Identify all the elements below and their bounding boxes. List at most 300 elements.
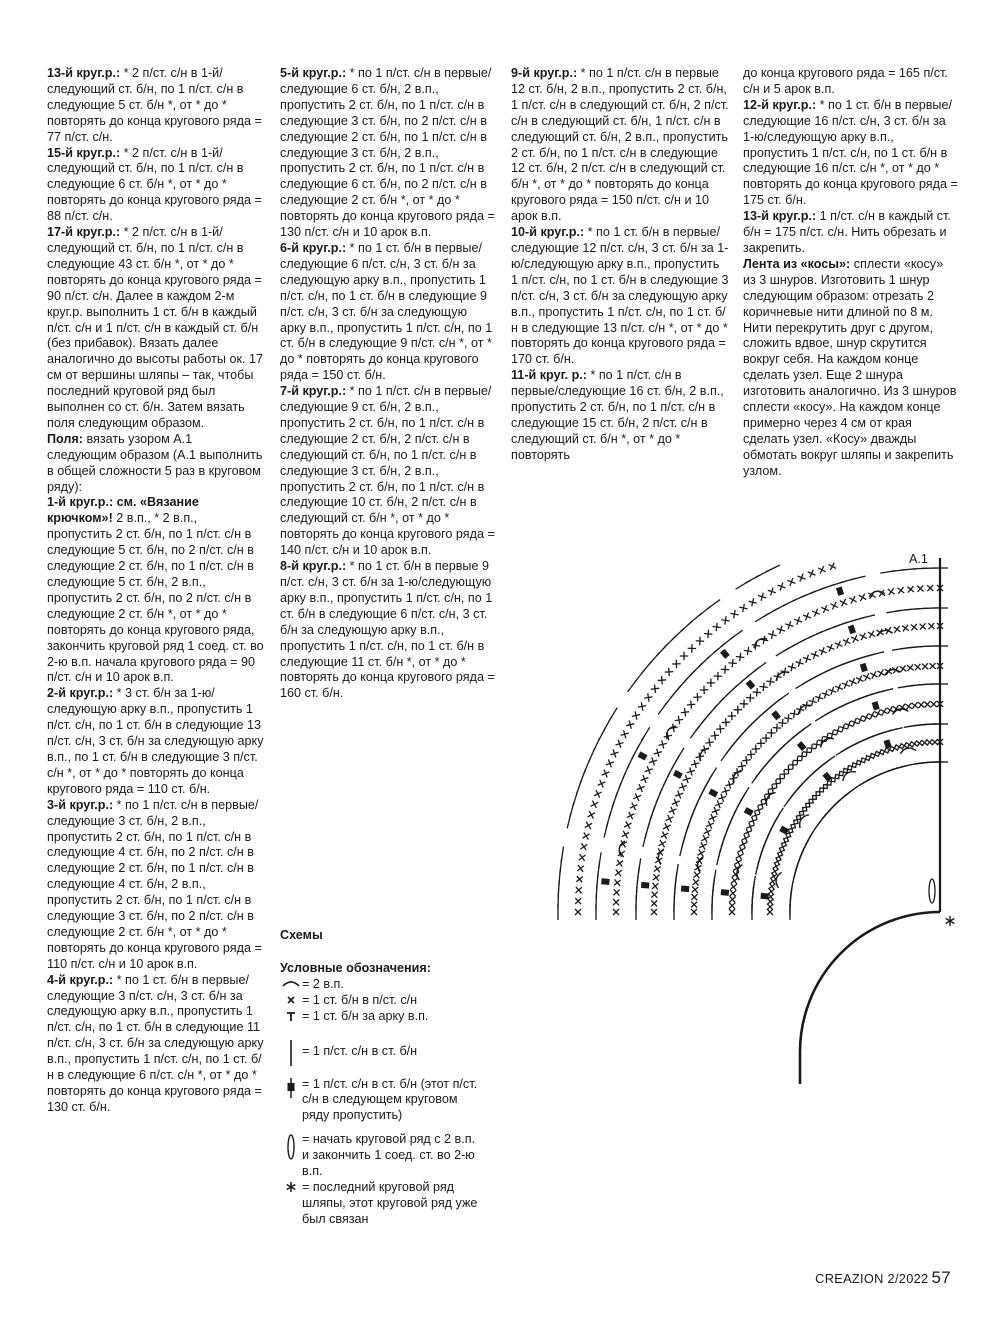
chart-sc-mark <box>795 659 803 667</box>
chart-sc-mark <box>627 812 635 820</box>
chart-sc-mark <box>712 807 720 815</box>
instruction-paragraph <box>511 225 729 368</box>
chart-sc-mark <box>734 859 741 866</box>
chart-sc-mark <box>789 761 797 769</box>
chart-hdc-mark <box>850 576 866 580</box>
chart-sc-mark <box>616 860 623 867</box>
chart-sc-mark <box>808 570 816 578</box>
chart-sc-mark <box>907 586 914 593</box>
chart-sc-mark <box>818 566 826 574</box>
chart-sc-mark <box>700 686 708 694</box>
chart-skip-marker <box>760 893 769 900</box>
chart-sc-mark <box>711 731 719 739</box>
round-text: 1 п/ст. с/н в каждый ст. б/н = 175 п/ст. с/н. Нить обрезать и закрепить. <box>743 209 951 255</box>
chart-sc-mark <box>778 719 786 727</box>
chart-hdc-mark <box>878 689 894 693</box>
chart-skip-marker <box>771 710 781 720</box>
chart-skip-marker <box>720 649 730 659</box>
chart-sc-mark <box>843 638 851 646</box>
instruction-paragraph <box>511 66 729 225</box>
chart-sc-mark <box>739 604 747 612</box>
legend-text: = 1 п/ст. с/н в ст. б/н <box>302 1043 418 1058</box>
chart-sc-mark <box>576 887 582 893</box>
chart-sc-mark <box>828 687 836 695</box>
chart-hdc-mark <box>859 615 875 619</box>
footer <box>815 1268 951 1288</box>
chart-sc-mark <box>606 759 614 767</box>
chart-sc-mark <box>777 626 785 634</box>
chart-start-oval <box>929 879 935 903</box>
chart-sc-mark <box>730 890 737 897</box>
chart-sc-mark <box>614 879 621 886</box>
legend-item-start <box>280 1132 480 1180</box>
chart-sc-mark <box>888 588 895 595</box>
chart-sc-mark <box>902 625 909 632</box>
chart-hdc-mark <box>845 786 858 795</box>
chart-skip-marker <box>884 739 892 748</box>
chart-hdc-mark <box>741 787 749 801</box>
chart-sc-mark <box>680 652 688 660</box>
chart-sc-mark <box>758 800 766 808</box>
chart-sc-mark <box>725 781 733 789</box>
chart-chain-arc <box>730 768 742 784</box>
chart-sc-mark <box>830 602 838 610</box>
chart-sc-mark <box>580 843 587 850</box>
legend-text: = начать круговой ряд с 2 в.п. и закончить 1 соед. ст. во 2-ю в.п. <box>302 1132 476 1179</box>
chart-sc-mark <box>749 598 757 606</box>
chart-sc-mark <box>691 902 697 908</box>
chart-hdc-mark <box>713 870 715 886</box>
chart-sc-mark <box>819 647 827 655</box>
round-heading: 5-й круг.р.: <box>280 66 347 80</box>
chart-sc-mark <box>712 623 720 631</box>
legend-subtitle: Условные обозначения: <box>280 960 431 975</box>
x-icon <box>280 993 302 1007</box>
chart-sc-mark <box>652 883 659 890</box>
instruction-paragraph <box>743 66 958 98</box>
chart-sc-mark <box>736 653 744 661</box>
round-heading: 9-й круг.р.: <box>511 66 578 80</box>
chart-skip-marker <box>872 701 880 710</box>
chart-sc-mark <box>722 718 730 726</box>
chart-sc-mark <box>809 697 817 705</box>
round-heading: 2-й круг.р.: <box>47 686 114 701</box>
chart-sc-mark <box>683 775 691 783</box>
chart-sc-mark <box>734 706 742 714</box>
chart-sc-mark <box>803 613 811 621</box>
round-text: до конца кругового ряда = 165 п/ст. с/н и 5 арок в.п. <box>743 66 948 96</box>
chart-sc-mark <box>829 563 837 571</box>
chart-sc-mark <box>911 624 918 631</box>
instruction-paragraph <box>47 973 265 1116</box>
chart-hdc-mark <box>638 858 640 874</box>
round-heading: 3-й круг.р.: <box>47 797 114 812</box>
chart-sc-mark <box>621 730 629 738</box>
round-text: * 3 ст. б/н за 1-ю/следующую арку в.п., пропустить 1 п/ст. с/н, по 1 ст. б/н в следующие 13 п/ст. с/н, 3 ст. б/н за следующую арку в.п., по 1 ст. б/н в следующие 3 п/ст. с/н *, от * до * повторять до конца кругового ряда = 110 ст. б/н. <box>47 686 264 796</box>
chart-sc-mark <box>780 770 788 778</box>
chart-sc-mark <box>721 616 729 624</box>
chart-sc-mark <box>868 631 875 638</box>
chart-sc-mark <box>803 655 811 663</box>
chart-sc-mark <box>653 874 660 881</box>
chart-skip-marker <box>746 680 756 690</box>
round-text: * по 1 п/ст. с/н в первые/следующие 9 ст. б/н, 2 в.п., пропустить 2 ст. б/н, по 1 п/ст. с/н в следующие 2 ст. б/н, 2 п/ст. с/н в следующий ст. б/н, по 1 п/ст. с/н в следующие 3 ст. б/н, 2 в.п., пропустить 2 ст. б/н, по 1 п/ст. с/н в следующие 10 ст. б/н, 2 п/ст. с/н в следующий ст. б/н *, от * до * повторять до конца кругового ряда = 140 п/ст. с/н и 10 арок в.п. <box>280 384 495 558</box>
instruction-paragraph <box>511 368 729 463</box>
chart-sc-mark <box>912 702 919 709</box>
chart-sc-mark <box>827 644 835 652</box>
chart-sc-mark <box>715 800 723 808</box>
chart-sc-mark <box>637 784 645 792</box>
chart-sc-mark <box>641 775 649 783</box>
chart-sc-mark <box>760 636 768 644</box>
chart-sc-mark <box>714 672 722 680</box>
legend-title: Схемы <box>280 928 323 942</box>
chart-sc-mark <box>821 605 829 613</box>
magazine-issue: CREAZION 2/2022 <box>815 1271 929 1286</box>
chart-sc-mark <box>746 694 754 702</box>
chart-sc-mark <box>624 821 631 828</box>
chart-hdc-mark <box>676 748 684 762</box>
chart-sc-mark <box>738 762 746 770</box>
instruction-paragraph <box>280 384 495 559</box>
chart-sc-mark <box>842 681 850 689</box>
chart-sc-mark <box>691 909 697 915</box>
chart-sc-mark <box>870 671 877 678</box>
chart-sc-mark <box>784 714 792 722</box>
round-heading: 12-й круг.р.: <box>743 97 817 112</box>
chart-sc-mark <box>742 834 750 842</box>
chart-sc-mark <box>794 617 802 625</box>
chart-sc-mark <box>924 701 930 707</box>
legend-text: = 1 п/ст. с/н в ст. б/н (этот п/ст. с/н в следующем круговом ряду пропустить) <box>302 1076 478 1123</box>
chart-sc-mark <box>793 756 801 764</box>
chart-sc-mark <box>693 693 701 701</box>
chart-chain-arc <box>775 872 782 888</box>
legend <box>280 928 480 1228</box>
chart-sc-mark <box>718 794 726 802</box>
round-text: вязать узором А.1 следующим образом (А.1 выполнить в общей сложности 5 раз в круговом ряду): <box>47 431 263 494</box>
legend-text: = 1 ст. б/н в п/ст. с/н <box>302 992 418 1007</box>
chart-sc-mark <box>585 822 592 829</box>
legend-text: = 1 ст. б/н за арку в.п. <box>302 1008 429 1023</box>
chart-sc-mark <box>834 727 842 735</box>
chart-sc-mark <box>658 676 666 684</box>
chart-sc-mark <box>672 799 680 807</box>
chart-sc-mark <box>692 886 699 893</box>
round-heading: 13-й круг.р.: <box>47 66 121 80</box>
chart-sc-mark <box>730 884 737 891</box>
round-text: 2 в.п., * 2 в.п., пропустить 2 ст. б/н, по 1 п/ст. с/н в следующие 5 ст. б/н, по 2 п/ст. с/н в следующие 2 ст. б/н, по 1 п/ст. с/н в следующие 5 ст. б/н, 2 в.п., пропустить 2 ст. б/н, по 2 п/ст. с/н в следующие 2 ст. б/н *, от * до * повторять до конца кругового ряда, закончить круговой ряд 1 соед. ст. во 2-ю в.п. начала кругового ряда = 90 п/ст. с/н и 10 арок в.п. <box>47 511 264 685</box>
chart-sc-mark <box>672 660 680 668</box>
chart-sc-mark <box>928 623 934 629</box>
chart-sc-mark <box>638 702 646 710</box>
chart-sc-mark <box>776 775 784 783</box>
chart-sc-mark <box>828 730 836 738</box>
chart-sc-mark <box>579 854 586 861</box>
chart-hdc-mark <box>599 852 601 868</box>
legend-item-hdc-skip <box>280 1077 480 1125</box>
chart-sc-mark <box>736 852 743 859</box>
chart-sc-mark <box>762 734 770 742</box>
chart-sc-mark <box>699 842 706 849</box>
legend-item-star <box>280 1180 480 1228</box>
round-text: сплести «косу» из 3 шнуров. Изготовить 1 шнур следующим образом: отрезать 2 коричневые нити длиной по 8 м. Нити перекрутить друг с другом, сложить вдвое, шнур скрутится вокруг себя. На каждом конце сделать узел. Еще 2 шнура изготовить аналогично. Из 3 шнуров сплести «косу». На каждом конце примерно через 4 см от края сделать узел. «Косу» дважды обмотать вокруг шляпы и закрепить узлом. <box>743 256 957 478</box>
chart-sc-mark <box>752 811 760 819</box>
chart-sc-mark <box>877 669 884 676</box>
chart-sc-mark <box>679 783 687 791</box>
chart-sc-mark <box>602 770 610 778</box>
chart-sc-mark <box>661 832 668 839</box>
chart-sc-mark <box>728 659 736 667</box>
chart-sc-mark <box>622 831 629 838</box>
chart-sc-mark <box>659 740 667 748</box>
chart-skip-marker <box>673 770 683 779</box>
instruction-paragraph <box>280 66 495 241</box>
chain-arc-icon <box>280 977 302 989</box>
legend-item-hdc <box>280 1037 480 1069</box>
chart-sc-mark <box>693 872 700 879</box>
chart-hdc-mark <box>753 662 766 671</box>
chart-sc-mark <box>701 835 709 843</box>
chart-sc-mark <box>691 760 699 768</box>
round-text: * 2 п/ст. с/н в 1-й/следующий ст. б/н, по 1 п/ст. с/н в следующие 5 ст. б/н *, от * до * повторять до конца кругового ряда = 77 п/ст. с/н. <box>47 66 262 144</box>
chart-sc-mark <box>744 828 752 836</box>
chart-skip-marker <box>848 625 856 634</box>
chart-sc-mark <box>577 865 584 872</box>
chart-sc-mark <box>730 610 738 618</box>
chart-sc-mark <box>696 637 704 645</box>
chart-skip-marker <box>860 663 868 672</box>
chart-sc-mark <box>659 840 666 847</box>
chart-sc-mark <box>773 724 781 732</box>
chart-sc-mark <box>664 732 672 740</box>
chart-sc-mark <box>731 877 738 884</box>
round-text: * по 1 п/ст. с/н в первые/следующие 3 ст. б/н, 2 в.п., пропустить 2 ст. б/н, по 1 п/ст. с/н в следующие 4 ст. б/н, по 2 п/ст. с/н в следующие 2 ст. б/н, по 1 п/ст. с/н в следующие 4 ст. б/н, 2 в.п., пропустить 2 ст. б/н, по 1 п/ст. с/н в следующие 3 ст. б/н, по 2 п/ст. с/н в следующие 2 ст. б/н *, от * до * повторять до конца кругового ряда = 110 п/ст. с/н и 10 арок в.п. <box>47 797 262 971</box>
round-heading: 4-й круг.р.: <box>47 972 114 987</box>
chart-hdc-mark <box>775 808 783 822</box>
chart-sc-mark <box>740 840 748 848</box>
chart-skip-marker <box>744 807 754 816</box>
chart-sc-mark <box>575 898 581 904</box>
chart-sc-mark <box>575 909 581 915</box>
chart-sc-mark <box>868 712 876 720</box>
chart-sc-mark <box>851 718 859 726</box>
chart-sc-mark <box>588 811 595 818</box>
chart-sc-mark <box>812 609 820 617</box>
chart-sc-mark <box>626 721 634 729</box>
instruction-paragraph <box>47 686 265 797</box>
chart-sc-mark <box>835 684 843 692</box>
chart-hdc-mark <box>708 768 716 782</box>
chart-sc-mark <box>709 814 717 822</box>
chart-sc-mark <box>851 635 859 643</box>
chart-sc-mark <box>768 631 776 639</box>
chart-sc-mark <box>740 700 748 708</box>
round-text: * по 1 ст. б/н в первые/следующие 3 п/ст. с/н, 3 ст. б/н за следующую арку в.п., пропустить 1 п/ст. с/н, по 1 ст. б/н в следующие 11 п/ст. с/н, 3 ст. б/н за следующую арку в.п., пропустить 1 п/ст. с/н, по 1 ст. б/н в следующие 6 п/ст. с/н *, от * до * повторять до конца кругового ряда = 130 ст. б/н. <box>47 972 264 1114</box>
chart-sc-mark <box>706 821 714 829</box>
chart-sc-mark <box>917 585 923 591</box>
chart-sc-mark <box>835 641 843 649</box>
chart-sc-mark <box>767 729 775 737</box>
instruction-paragraph <box>47 432 265 496</box>
chart-sc-mark <box>729 896 735 902</box>
chart-sc-mark <box>610 749 618 757</box>
chart-sc-mark <box>900 665 907 672</box>
chart-chain-arc <box>900 747 916 754</box>
round-heading: 15-й круг.р.: <box>47 145 121 160</box>
round-heading: Лента из «косы»: <box>743 256 851 271</box>
instruction-paragraph <box>280 241 495 384</box>
chart-sc-mark <box>729 903 735 909</box>
chart-skip-marker <box>708 788 718 797</box>
chart-hdc-mark <box>609 708 617 722</box>
instruction-paragraph <box>47 495 265 686</box>
chart-hdc-mark <box>561 847 563 863</box>
chart-skip-marker <box>836 586 844 595</box>
chart-hdc-mark <box>807 828 815 842</box>
chart-skip-marker <box>601 878 610 885</box>
chart-skip-marker <box>641 882 650 889</box>
chart-hdc-mark <box>822 756 835 765</box>
bar-square-icon <box>280 1077 302 1099</box>
chart-hdc-mark <box>887 728 903 732</box>
chart-sc-mark <box>687 700 695 708</box>
legend-item-sc-arc <box>280 1009 480 1025</box>
chart-sc-mark <box>613 889 619 895</box>
chart-sc-mark <box>849 678 857 686</box>
chart-hdc-mark <box>766 565 780 572</box>
chart-skip-marker <box>638 751 648 760</box>
chart-hdc-mark <box>798 724 811 733</box>
text-column-1 <box>47 66 265 1116</box>
chart-sc-mark <box>753 688 761 696</box>
chart-skip-marker <box>797 741 807 751</box>
legend-item-chain <box>280 977 480 993</box>
chart-sc-mark <box>729 909 735 915</box>
chart-sc-mark <box>863 673 871 681</box>
chart-sc-mark <box>707 679 715 687</box>
round-text: * по 1 ст. б/н в первые 9 п/ст. с/н, 3 ст. б/н за 1-ю/следующую арку в.п., пропустить 1 п/ст. с/н, по 1 ст. б/н в следующие 6 п/ст. с/н, 3 ст. б/н за следующую арку в.п., пропустить 1 п/ст. с/н, по 1 ст. б/н в следующие 11 ст. б/н *, от * до * повторять до конца кругового ряда = 160 ст. б/н. <box>280 559 495 701</box>
instruction-paragraph <box>47 225 265 432</box>
chart-sc-mark <box>688 644 696 652</box>
chart-chain-arc <box>796 702 812 714</box>
chart-sc-mark <box>613 899 619 905</box>
chart-sc-mark <box>721 665 729 673</box>
chart-sc-mark <box>759 683 767 691</box>
round-heading: 6-й круг.р.: <box>280 240 347 255</box>
chart-inner-edge <box>800 912 940 1084</box>
chart-sc-mark <box>747 750 755 758</box>
chart-sc-mark <box>856 676 864 684</box>
chart-sc-mark <box>692 879 699 886</box>
chart-sc-mark <box>598 780 606 788</box>
chart-sc-mark <box>632 711 640 719</box>
chart-sc-mark <box>788 663 796 671</box>
legend-text: = последний круговой ряд шляпы, этот круговой ряд уже был связан <box>302 1179 478 1226</box>
chart-sc-mark <box>905 703 912 710</box>
chart-sc-mark <box>772 779 780 787</box>
round-text: * по 1 п/ст. с/н в первые 12 ст. б/н, 2 в.п., пропустить 2 ст. б/н, 1 п/ст. с/н в следующий ст. б/н, 2 п/ст. с/н в следующий ст. б/н, 1 п/ст. с/н в следующий ст. б/н, 2 в.п., пропустить 2 ст. б/н, по 1 п/ст. с/н в следующие 12 ст. б/н, 2 п/ст. с/н в следующий ст. б/н *, от * до * повторять до конца кругового ряда = 150 п/ст. с/н и 10 арок в.п. <box>511 66 729 224</box>
chart-skip-marker <box>721 889 730 896</box>
chart-sc-mark <box>728 712 736 720</box>
chart-hdc-mark <box>641 727 649 741</box>
round-heading: Поля: <box>47 431 83 446</box>
legend-text: = 2 в.п. <box>302 976 344 991</box>
crochet-chart <box>460 556 960 1096</box>
chart-sc-mark <box>822 690 830 698</box>
chart-skip-marker <box>681 885 690 892</box>
chart-sc-mark <box>918 702 925 709</box>
chart-sc-mark <box>931 701 937 707</box>
chart-sc-mark <box>681 708 689 716</box>
chart-sc-mark <box>930 663 936 669</box>
chart-sc-mark <box>705 738 713 746</box>
chart-sc-mark <box>784 765 792 773</box>
round-text: * по 1 ст. б/н в первые/следующие 16 п/ст. с/н, 3 ст. б/н за 1-ю/следующую арку в.п., пропустить 1 п/ст. с/н, по 1 ст. б/н в следующие 16 п/ст. с/н *, от * до * повторять до конца кругового ряда = 175 ст. б/н. <box>743 97 958 208</box>
chart-sc-mark <box>798 752 806 760</box>
star-icon <box>280 1180 302 1194</box>
chart-star-mark <box>946 916 955 926</box>
chart-sc-mark <box>813 740 821 748</box>
chart-sc-mark <box>591 801 599 809</box>
round-text: * по 1 ст. б/н в первые/следующие 12 п/ст. с/н, 3 ст. б/н за 1-ю/следующую арку в.п., пропустить 1 п/ст. с/н, по 1 ст. б/н в следующие 3 п/ст. с/н, 3 ст. б/н за следующую арку в.п., пропустить 1 п/ст. с/н, по 1 ст. б/н в следующие 13 п/ст. с/н *, от * до * повторять до конца кругового ряда = 170 ст. б/н. <box>511 225 729 367</box>
chart-sc-mark <box>787 578 795 586</box>
text-column-3 <box>511 66 729 464</box>
chart-sc-mark <box>815 694 823 702</box>
chart-sc-mark <box>630 802 638 810</box>
round-text: * по 1 п/ст. с/н в первые/следующие 6 ст. б/н, 2 в.п., пропустить 2 ст. б/н, по 1 п/ст. с/н в следующие 3 ст. б/н, по 2 п/ст. с/н в следующие 2 ст. б/н, по 1 п/ст. с/н в следующие 3 ст. б/н, 2 в.п., пропустить 2 ст. б/н, по 1 п/ст. с/н в следующие 6 ст. б/н, по 2 п/ст. с/н в следующие 2 ст. б/н *, от * до * повторять до конца кругового ряда = 130 п/ст. с/н и 10 арок в.п. <box>280 66 495 240</box>
chart-sc-mark <box>666 815 674 823</box>
chart-sc-mark <box>663 823 671 831</box>
round-heading: 11-й круг. р.: <box>511 368 587 383</box>
chart-sc-mark <box>749 817 757 825</box>
chart-sc-mark <box>716 725 724 733</box>
round-text: * по 1 п/ст. с/н в первые/следующие 16 ст. б/н, 2 в.п., пропустить 2 ст. б/н, по 1 п/ст. с/н в следующие 15 ст. б/н, 2 п/ст. с/н в следующий ст. б/н *, от * до * повторять <box>511 368 724 462</box>
chart-sc-mark <box>856 716 864 724</box>
chart-sc-mark <box>651 892 657 898</box>
chart-sc-mark <box>766 677 774 685</box>
round-text: * 2 п/ст. с/н в 1-й/следующий ст. б/н, по 1 п/ст. с/н в следующие 6 ст. б/н *, от * до * повторять до конца кругового ряда = 88 п/ст. с/н. <box>47 145 262 224</box>
chart-sc-mark <box>907 664 914 671</box>
chart-sc-mark <box>722 787 730 795</box>
chart-sc-mark <box>665 668 673 676</box>
chart-sc-mark <box>927 585 933 591</box>
chart-sc-mark <box>633 793 641 801</box>
chart-sc-mark <box>790 710 798 718</box>
chart-sc-mark <box>768 785 776 793</box>
chart-sc-mark <box>839 724 847 732</box>
chart-hdc-mark <box>730 630 743 639</box>
legend-item-sc <box>280 993 480 1009</box>
chart-sc-mark <box>649 757 657 765</box>
chart-sc-mark <box>922 663 928 669</box>
chart-sc-mark <box>777 582 785 590</box>
chart-sc-mark <box>675 716 683 724</box>
chart-sc-mark <box>859 594 866 601</box>
chart-hdc-mark <box>869 652 885 656</box>
chart-hdc-mark <box>676 864 678 880</box>
chart-sc-mark <box>576 876 583 883</box>
chart-sc-mark <box>644 693 652 701</box>
chart-sc-mark <box>654 866 661 873</box>
chart-sc-mark <box>615 870 622 877</box>
chart-sc-mark <box>697 849 704 856</box>
chart-sc-mark <box>752 745 760 753</box>
chart-sc-mark <box>738 846 746 854</box>
text-column-4 <box>743 66 958 480</box>
round-heading: 1-й круг.р.: см. «Вязание крючком»! <box>47 495 199 526</box>
chart-sc-mark <box>757 739 765 747</box>
